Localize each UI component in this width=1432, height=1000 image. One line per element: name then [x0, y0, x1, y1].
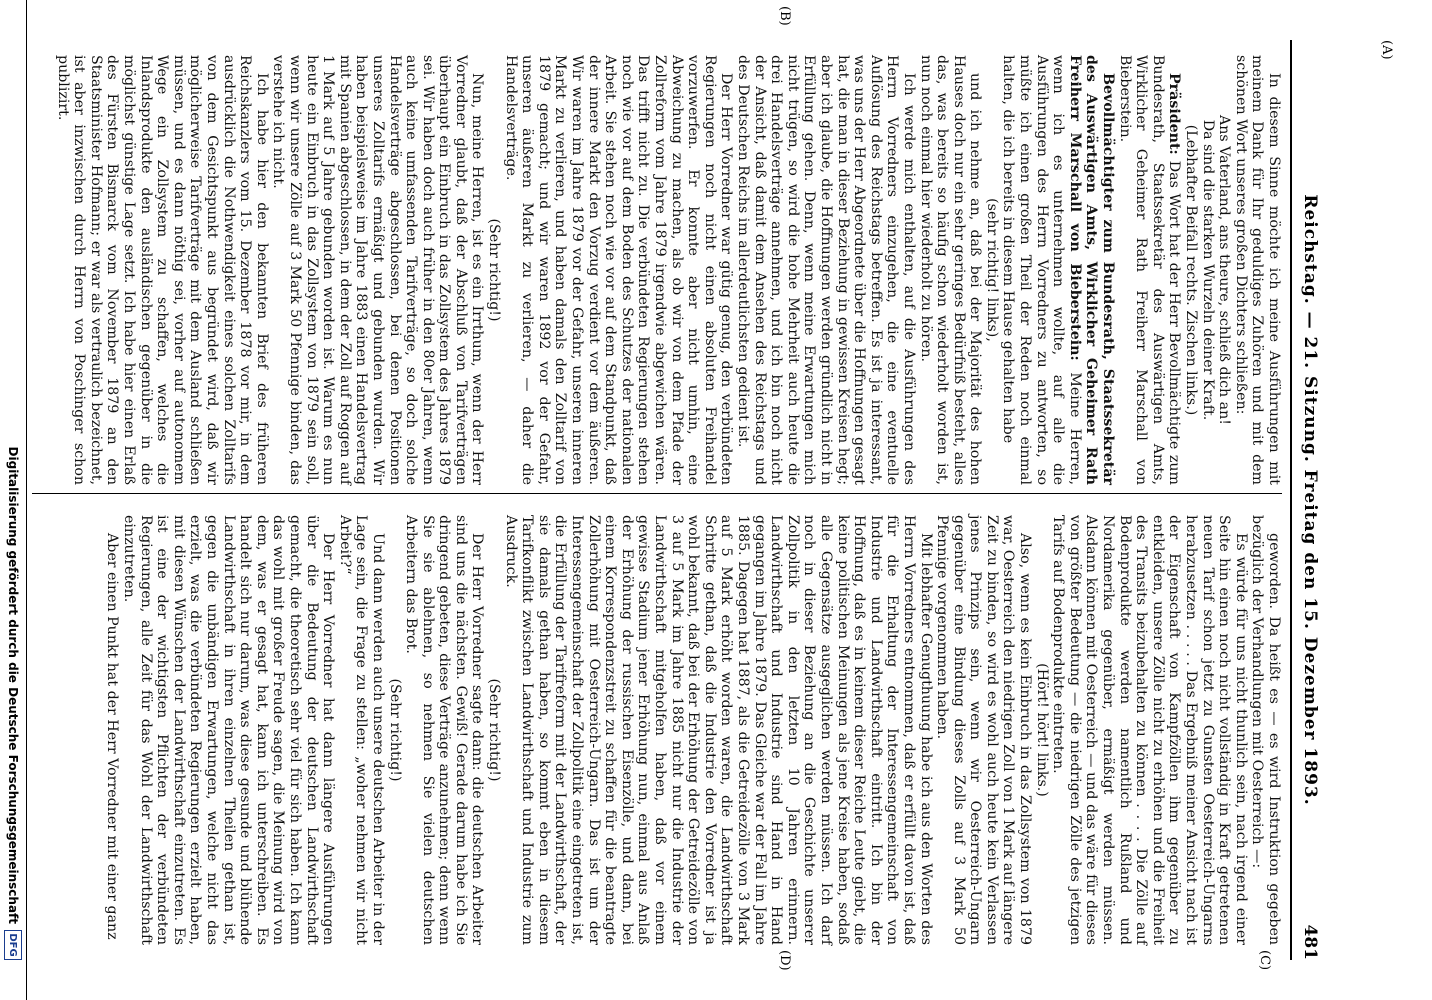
page-number: 481 [1300, 924, 1320, 960]
paragraph-text: (Lebhafter Beifall rechts. Zischen links.) [1183, 124, 1200, 416]
body-paragraph [104, 515, 121, 945]
body-paragraph [917, 55, 983, 485]
paragraph-text: (Sehr richtig!) [486, 218, 503, 322]
interjection-line [1033, 515, 1050, 945]
interjection-line [983, 55, 1000, 485]
paragraph-text: geworden. Da heißt es — es wird Instruktion gegeben bezüglich der Verhandlungen mit Oesterreich —: [1249, 515, 1282, 945]
body-paragraph [934, 515, 1034, 945]
paragraph-text: Mit lebhafter Genugthuung habe ich aus den Worten des Herrn Vorredners entnommen, daß er erfüllt davon ist, daß für die Erhaltung der Interessengemeinschaft von Industrie und Landwirthschaft eintritt. Ich bin der Hoffnung, daß es in keinem dieser Reiche Leute giebt, die keine politischen Meinungen als jene Kreise haben, sodaß alle Gegensätze ausgeglichen werden müssen. Ich darf noch in dieser Beziehung an die Geschichte unserer Zollpolitik in den letzten 10 Jahren erinnern. Landwirthschaft und Industrie sind Hand in Hand gegangen im Jahre 1879. Das Gleiche war der Fall im Jahre 1885. Dagegen hat 1887, als die Getreidezölle von 3 Mark auf 5 Mark erhöht worden waren, die Landwirthschaft Schritte gethan, daß die Industrie den Vorredner ist ja wohl bekannt, daß bei der Erhöhung der Getreidezölle von 3 auf 5 Mark im Jahre 1885 nicht nur die Industrie der Landwirthschaft mitgeholfen haben, daß vor einem gewisse Stadium jener Erhöhung nun, einmal aus Anlaß der Erhöhung der russischen Eisenzölle, und dann, bei einem Korrespondenzstreit zu schaffen für die beantragte Zollerhöhung mit Oesterreich-Ungarn. Das ist um der Interessengemeinschaft der Zollpolitik eine eingetreten ist, die Erfüllung der Tarifreform mit der Landwirthschaft, der sie damals gethan haben, so kommt eben in diesem Tarifkonflikt zwischen Landwirthschaft und Industrie zum Ausdruck. [502, 515, 934, 945]
paragraph-text: Der Herr Vorredner hat dann längere Ausführungen über die Bedeutung der deutschen Landwirthschaft gemacht, die theoretisch sehr viel für sich haben. Ich kann das wohl mit großer Freude sagen, die Meinung wird von dem, was er gesagt hat, kann ich unterschreiben. Es handelt sich nur darum, was diese gesunde und blühende Landwirthschaft in ihren einzelnen Theilen gethan ist, gegen die unbändigen Erwartungen, welche nicht das erzielt, was die verbündeten Regierungen erzielt haben, mit diesen Wünschen der Landwirthschaft einzutreten. Es ist eine der wichtigsten Pflichten der verbündeten Regierungen, alle Zeit für das Wohl der Landwirthschaft einzutreten. [121, 515, 337, 945]
header-rule [1290, 40, 1292, 960]
margin-marker-b: (B) [777, 6, 792, 26]
paragraph-text: Nun, meine Herren, ist es ein Irrthum, wenn der Herr Vorredner glaubt, daß der Abschluß von Tarifverträgen überhaupt ein Einbruch in das Zollsystem des Jahres 1879 sei. Wir haben doch auch früher in den 80er Jahren, wenn auch keine umfassenden Tarifverträge, so doch solche Handelsverträge abgeschlossen, bei denen Positionen unseres Zolltarifs ermäßigt und gebunden wurden. Wir haben beispielsweise im Jahre 1883 einen Handelsvertrag mit Spanien abgeschlossen, in dem der Zoll auf Roggen auf 1 Mark auf 5 Jahre gebunden worden ist. Warum es nun heute ein Einbruch in das Zollsystem von 1879 sein soll, wenn wir unsere Zölle auf 3 Mark 50 Pfennige binden, das verstehe ich nicht. [270, 55, 486, 485]
paragraph-text: (sehr richtig! links), [983, 198, 1000, 342]
interjection-line [486, 515, 503, 945]
paragraph-text: Da sind die starken Wurzeln deiner Kraft. [1199, 119, 1216, 421]
speaker-name: Präsident: [1166, 73, 1183, 161]
dfg-logo-icon: DFG [4, 930, 22, 960]
footer-credit: Digitalisierung gefördert durch die Deutsche Forschungsgemeinschaft [6, 446, 20, 924]
body-paragraph [502, 515, 933, 945]
body-paragraph [734, 55, 917, 485]
paragraph-text: Und dann werden auch unsere deutschen Arbeiter in der Lage sein, die Frage zu stellen: „woher nehmen wir nicht Arbeit?“ [336, 515, 386, 945]
body-paragraph [1050, 515, 1249, 945]
paragraph-text: (Sehr richtig!) [486, 678, 503, 782]
margin-letter-a: (A) [1379, 40, 1394, 60]
paragraph-text: und ich nehme an, daß bei der Majorität des hohen Hauses doch nur ein sehr geringes Bedürfniß besteht, alles das, was bereits so häufig schon wiederholt worden ist, nun noch einmal hier wiederholt zu hören. [917, 55, 984, 485]
body-paragraph [1232, 55, 1282, 485]
paragraph-text: Der Herr Vorredner war gütig genug, den verbündeten Regierungen noch nicht einen absoluten Freihandel vorzuwerfen. Er konnte aber nicht umhin, eine Abweichung zu machen, als ob wir von dem Pfade der Zollreform vom Jahre 1879 irgendwie abgewichen wären. Das trifft nicht zu. Die verbündeten Regierungen stehen noch wie vor auf dem Boden des Schutzes der nationalen Arbeit. Sie stehen noch wie vor auf dem Standpunkt, daß der innere Markt den Vorzug verdient vor dem äußeren. Wir waren im Jahre 1879 vor der Gefahr, unseren inneren Markt zu verlieren, und haben damals den Zolltarif von 1879 gemacht; und wir waren 1892 vor der Gefahr, unseren äußeren Markt zu verlieren, — daher die Handelsverträge. [502, 55, 735, 485]
body-paragraph [1249, 515, 1282, 945]
paragraph-text: Meine Herren, wenn ich es unternehmen wollte, auf alle die Ausführungen des Herrn Vorredners zu antworten, so müßte ich einen großen Theil der Reden noch einmal halten, die ich bereits in diesem Hause gehalten habe [1000, 55, 1083, 485]
footer-strip [0, 0, 27, 1000]
body-paragraph [403, 515, 486, 945]
interjection-line [1199, 55, 1216, 485]
paragraph-text: In diesem Sinne möchte ich meine Ausführungen mit meinem Dank für Ihr geduldiges Zuhören und mit dem schönen Wort unseres großen Dichters schließen: [1232, 55, 1282, 485]
paragraph-text: Ich werde mich enthalten, auf die Ausführungen des Herrn Vorredners einzugehen, die eine eventuelle Auflösung des Reichstags betreffen. Es ist ja interessant, was uns der Herr Abgeordnete über die Hoffnungen gesagt hat, die man in dieser Beziehung in gewissen Kreisen hegt; aber ich glaube, die Hoffnungen werden gründlich nicht in Erfüllung gehen. Denn, wenn meine Erwartungen mich nicht trügen, so wird die hohe Mehrheit auch heute die drei Handelsverträge annehmen, und ich bin noch nicht der Ansicht, daß damit dem Ansehen des Reichstags und des Deutschen Reichs im allerdeutlichsten gedient ist. [735, 55, 917, 485]
running-title: Reichstag. — 21. Sitzung. Freitag den 15. Dezember 1893. [1300, 194, 1320, 806]
margin-marker-d: (D) [777, 950, 792, 971]
paragraph-text: Der Herr Vorredner sagte dann: die deutschen Arbeiter sind uns die nächsten. Gewiß! Gerade darum habe ich Sie dringend gebeten, diese Verträge anzunehmen; denn wenn Sie sie ablehnen, so nehmen Sie vielen deutschen Arbeitern das Brot. [403, 515, 486, 945]
body-paragraph [336, 515, 386, 945]
body-paragraph [502, 55, 734, 485]
interjection-line [1216, 55, 1233, 485]
paragraph-text: Ans Vaterland, ans theure, schließ dich an! [1216, 115, 1233, 425]
body-paragraph [120, 515, 336, 945]
body-paragraph [1000, 55, 1116, 485]
body-paragraph [1116, 55, 1182, 485]
body-paragraph [54, 55, 270, 485]
paragraph-text: Es würde für uns nicht thunlich sein, nach irgend einer Seite hin einen noch nicht vollständig in Kraft getretenen neuen Tarif schon jetzt zu Gunsten Oesterreich-Ungarns herabzusetzen . . . . . Das Ergebniß meiner Ansicht nach ist der Eigenschaft von Kampfzöllen ihm gegenüber zu entkleiden, unsere Zölle nicht zu erhöhen und die Freiheit des Transits beizubehalten zu können . . . . Die Zölle auf Bodenprodukte werden namentlich Rußland und Nordamerika gegenüber, ermäßigt werden müssen. Alsdann können mit Oesterreich — und das wäre für dieses von größter Bedeutung — die niedrigen Zölle des jetzigen Tarifs auf Bodenprodukte eintreten. [1050, 515, 1249, 945]
column-divider [32, 493, 1282, 494]
margin-marker-c: (C) [1257, 950, 1272, 971]
paragraph-text: Also, wenn es kein Einbruch in das Zollsystem von 1879 war, Oesterreich den niedrigen Zoll von 1 Mark auf längere Zeit zu binden, so wird es wohl auch heute kein Verlassen jenes Prinzips sein, wenn wir Oesterreich-Ungarn gegenüber eine Bindung dieses Zolls auf 3 Mark 50 Pfennige vorgenommen haben. [934, 515, 1034, 945]
paragraph-text: Aber einen Punkt hat der Herr Vorredner mit einer ganz [104, 533, 121, 940]
paragraph-text: Ich habe hier den bekannten Brief des früheren Reichskanzlers vom 15. Dezember 1878 vor mir, in dem ausdrücklich die Nothwendigkeit eines solchen Zolltarifs von dem Gesichtspunkt aus begründet wird, daß wir möglicherweise Tarifverträge mit dem Ausland schließen müssen, und es dann nöthig sei, vorher auf autonomem Wege ein Zollsystem zu schaffen, welches die Inlandsprodukte den ausländischen gegenüber in die möglichst günstige Lage setzt. Ich habe hier einen Erlaß des Fürsten Bismarck vom November 1879 an den Staatsminister Hofmann; er war als vertraulich bezeichnet, ist aber inzwischen durch Herrn von Poschinger schon publizirt. [54, 55, 270, 485]
paragraph-text: (Hört! hört! links.) [1033, 663, 1050, 797]
speaker-name: Bevollmächtigter zum Bundesrath, Staatssekretär des Auswärtigen Amts, Wirklicher Geheimer Rath Freiherr Marschall von Bieberstein: [1066, 55, 1117, 485]
interjection-line [386, 515, 403, 945]
left-column [54, 55, 1282, 485]
page-header [1290, 40, 1394, 960]
right-column [104, 515, 1282, 945]
paragraph-text: Das Wort hat der Herr Bevollmächtigte zum Bundesrath, Staatssekretär des Auswärtigen Amts, Wirklicher Geheimer Rath Freiherr Marschall von Bieberstein. [1116, 55, 1183, 485]
body-paragraph [270, 55, 486, 485]
paragraph-text: (Sehr richtig!) [386, 678, 403, 782]
interjection-line [486, 55, 503, 485]
interjection-line [1182, 55, 1199, 485]
